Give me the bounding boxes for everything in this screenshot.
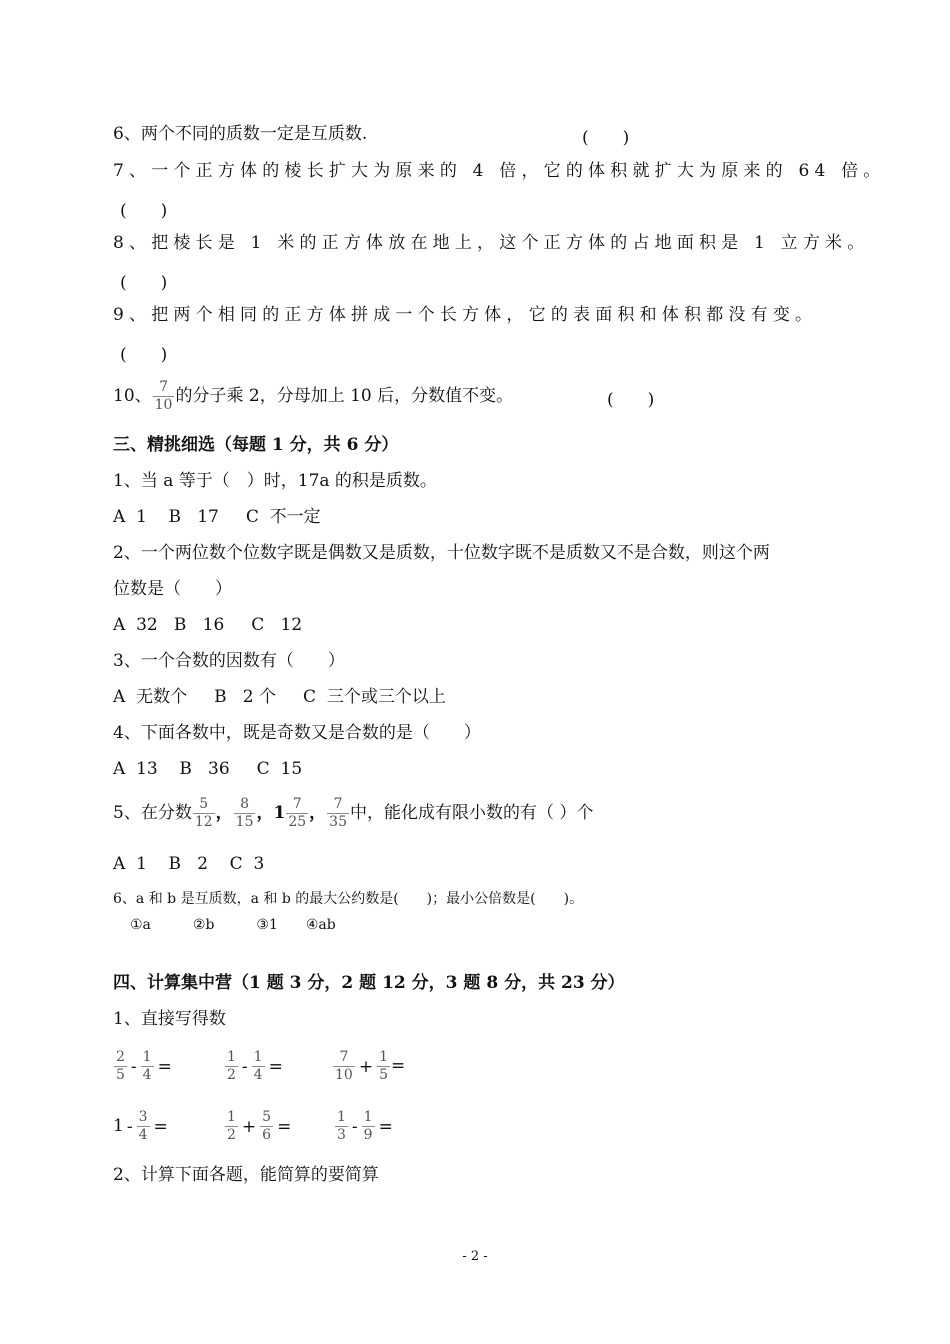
judge-q8-paren: ( ): [120, 273, 168, 293]
operator: +: [358, 1056, 374, 1077]
fraction-numerator: 7: [153, 379, 175, 397]
judge-q8: 8、把棱长是 1 米的正方体放在地上，这个正方体的占地面积是 1 立方米。: [113, 233, 870, 253]
fraction: [252, 1049, 265, 1084]
fraction-numerator: 7: [333, 1049, 355, 1067]
judge-q6: [113, 123, 367, 145]
choice-q1-options: A 1 B 17 C 不一定: [113, 507, 321, 527]
operator: -: [351, 1116, 358, 1137]
separator: ，: [215, 803, 233, 823]
fraction: [362, 1109, 375, 1144]
fraction: [225, 1109, 238, 1144]
fraction-numerator: 7: [286, 796, 308, 814]
choice-q1: 1、当 a 等于（ ）时，17a 的积是质数。: [113, 471, 437, 491]
mixed-whole: 1: [273, 803, 286, 823]
page-number: - 2 -: [462, 1249, 488, 1264]
choice-q5: [113, 792, 593, 834]
judge-q7: 7、一个正方体的棱长扩大为原来的 4 倍，它的体积就扩大为原来的 64 倍。: [113, 161, 886, 181]
choice-q6-options: ①a ②b ③1 ④ab: [130, 917, 336, 933]
judge-q9: 9、把两个相同的正方体拼成一个长方体，它的表面积和体积都没有变。: [113, 305, 818, 325]
fraction-numerator: 1: [227, 1109, 236, 1125]
fraction-denominator: 4: [142, 1067, 152, 1083]
choice-q4-options: A 13 B 36 C 15: [113, 759, 303, 779]
fraction-denominator: 25: [288, 814, 307, 830]
equals-sign: =: [157, 1056, 172, 1077]
fraction-denominator: 2: [227, 1127, 236, 1143]
fraction-denominator: 4: [253, 1067, 263, 1083]
choice-q5-prefix: 5、在分数: [113, 803, 192, 823]
whole-number: 1: [113, 1116, 124, 1136]
judge-q6-paren: ( ): [582, 128, 630, 148]
operator: -: [126, 1116, 133, 1137]
equals-sign: =: [268, 1056, 283, 1077]
fraction: [137, 1109, 150, 1144]
fraction-denominator: 10: [154, 397, 173, 413]
fraction: [377, 1049, 390, 1084]
fraction: [225, 1049, 238, 1084]
calc-item: [113, 1048, 175, 1085]
fraction-numerator: 1: [142, 1049, 152, 1065]
separator: ，: [309, 803, 327, 823]
calc-item: [332, 1048, 405, 1085]
section4-title: 四、计算集中营（1 题 3 分，2 题 12 分，3 题 8 分，共 23 分）: [113, 973, 625, 993]
fraction: [286, 796, 308, 831]
fraction-denominator: 35: [329, 814, 347, 830]
fraction: [335, 1109, 348, 1144]
choice-q3: 3、一个合数的因数有（ ）: [113, 651, 345, 671]
fraction-denominator: 4: [138, 1127, 148, 1143]
fraction-numerator: 1: [337, 1109, 346, 1125]
equals-sign: =: [391, 1056, 406, 1076]
fraction: [234, 796, 256, 831]
fraction-denominator: 5: [116, 1067, 125, 1083]
fraction: [333, 1049, 355, 1084]
calc-item: [224, 1108, 294, 1145]
fraction: [260, 1109, 273, 1144]
choice-q5-options: A 1 B 2 C 3: [113, 854, 265, 874]
fraction-numerator: 3: [138, 1109, 148, 1125]
fraction-numerator: 1: [363, 1109, 373, 1125]
operator: +: [241, 1116, 257, 1137]
judge-q10-paren: ( ): [607, 390, 655, 410]
fraction-numerator: 1: [379, 1049, 388, 1065]
fraction-numerator: 1: [253, 1049, 263, 1065]
calc-q2: 2、计算下面各题，能简算的要简算: [113, 1165, 379, 1185]
judge-q7-paren: ( ): [120, 201, 168, 221]
section3-title: 三、精挑细选（每题 1 分，共 6 分）: [113, 435, 399, 455]
equals-sign: =: [378, 1116, 393, 1137]
judge-q9-paren: ( ): [120, 345, 168, 365]
choice-q2-line2: 位数是（ ）: [113, 579, 232, 599]
judge-q10-suffix: 的分子乘 2，分母加上 10 后，分数值不变。: [175, 386, 514, 406]
fraction: [193, 796, 215, 831]
choice-q2-options: A 32 B 16 C 12: [113, 615, 303, 635]
equals-sign: =: [277, 1116, 292, 1137]
separator: ，: [256, 803, 274, 823]
judge-q10: [113, 376, 513, 416]
operator: -: [241, 1056, 248, 1077]
fraction-denominator: 15: [235, 814, 254, 830]
choice-q2-line1: 2、一个两位数个位数字既是偶数又是质数，十位数字既不是质数又不是合数，则这个两: [113, 543, 770, 563]
fraction-numerator: 5: [193, 796, 215, 814]
calc-item: [334, 1108, 396, 1145]
equals-sign: =: [153, 1116, 168, 1137]
choice-q3-options: A 无数个 B 2 个 C 三个或三个以上: [113, 687, 446, 707]
calc-item: [113, 1108, 171, 1145]
fraction-numerator: 8: [234, 796, 256, 814]
calc-q1: 1、直接写得数: [113, 1009, 226, 1029]
fraction-denominator: 9: [363, 1127, 373, 1143]
judge-q6-text: 6、两个不同的质数一定是互质数.: [113, 124, 368, 144]
fraction-denominator: 12: [194, 814, 213, 830]
fraction: [153, 379, 175, 414]
choice-q4: 4、下面各数中，既是奇数又是合数的是（ ）: [113, 723, 481, 743]
choice-q6: 6、a 和 b 是互质数，a 和 b 的最大公约数是( )；最小公倍数是( )。: [113, 891, 584, 907]
calc-item: [224, 1048, 286, 1085]
fraction: [141, 1049, 154, 1084]
fraction-denominator: 5: [379, 1067, 388, 1083]
fraction: [114, 1049, 127, 1084]
fraction-denominator: 10: [335, 1067, 353, 1083]
fraction-denominator: 2: [227, 1067, 236, 1083]
fraction-numerator: 2: [116, 1049, 125, 1065]
fraction-denominator: 6: [262, 1127, 272, 1143]
choice-q5-suffix: 中，能化成有限小数的有（ ）个: [349, 803, 594, 823]
fraction-numerator: 1: [227, 1049, 236, 1065]
fraction-denominator: 3: [337, 1127, 346, 1143]
operator: -: [130, 1056, 137, 1077]
fraction: [327, 796, 349, 831]
fraction-numerator: 5: [262, 1109, 272, 1125]
judge-q10-prefix: 10、: [113, 386, 152, 406]
fraction-numerator: 7: [327, 796, 349, 814]
